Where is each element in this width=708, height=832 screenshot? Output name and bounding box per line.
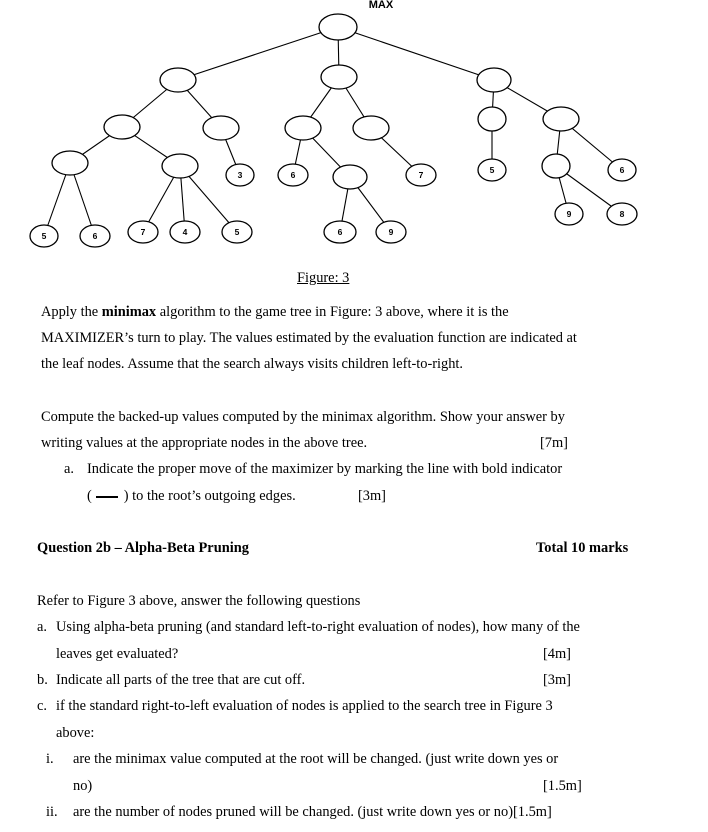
compute-a-line-1: Indicate the proper move of the maximizer by marking the line with bold indicator [87, 461, 563, 477]
tree-node [478, 107, 506, 131]
q2b-item-a-label: a. [37, 619, 47, 635]
leaf-value: 3 [237, 170, 243, 180]
compute-line-1: Compute the backed-up values computed by the minimax algorithm. Show your answer by [41, 409, 565, 425]
game-tree-figure [0, 0, 708, 260]
leaf-value: 7 [418, 170, 424, 180]
q2b-item-b-label: b. [37, 672, 48, 688]
leaf-value: 5 [489, 165, 495, 175]
leaf-value: 5 [41, 231, 47, 241]
q2b-subitem-i-label: i. [46, 751, 54, 767]
tree-node [543, 107, 579, 131]
q2b-subitem-i-line-1: are the minimax value computed at the root will be changed. (just write down yes or [73, 751, 559, 767]
leaf-value: 4 [182, 227, 188, 237]
compute-a-marks: [3m] [358, 488, 386, 504]
leaf-value: 9 [566, 209, 572, 219]
compute-a-label: a. [64, 461, 74, 477]
bold-indicator-line [96, 496, 118, 498]
tree-edge [178, 27, 338, 80]
tree-edge [338, 27, 494, 80]
compute-a-line-2: ( ) to the root’s outgoing edges. [87, 488, 296, 504]
tree-node [160, 68, 196, 92]
q2b-subitem-ii-label: ii. [46, 804, 58, 820]
intro-line-3: the leaf nodes. Assume that the search always visits children left-to-right. [41, 356, 464, 372]
q2b-item-c-label: c. [37, 698, 47, 714]
q2b-item-b-marks: [3m] [543, 672, 571, 688]
q2b-item-a-line-1: Using alpha-beta pruning (and standard left-to-right evaluation of nodes), how many of the [56, 619, 580, 635]
q2b-item-a-marks: [4m] [543, 646, 571, 662]
q2b-item-a-line-2: leaves get evaluated? [56, 646, 179, 662]
tree-node [353, 116, 389, 140]
leaf-value: 8 [619, 209, 625, 219]
q2b-subitem-i-line-2: no) [73, 778, 93, 794]
root-node [319, 14, 357, 40]
leaf-value: 6 [619, 165, 625, 175]
intro-line-2: MAXIMIZER’s turn to play. The values estimated by the evaluation function are indicated at [41, 330, 577, 346]
q2b-item-c-line-2: above: [56, 725, 95, 741]
leaf-value: 7 [140, 227, 146, 237]
tree-node [333, 165, 367, 189]
root-max-label: MAX [368, 0, 394, 11]
leaf-value: 6 [337, 227, 343, 237]
tree-node [203, 116, 239, 140]
intro-line-1: Apply the minimax algorithm to the game tree in Figure: 3 above, where it is the [41, 304, 509, 320]
tree-node [104, 115, 140, 139]
compute-marks: [7m] [540, 435, 568, 451]
question-2b-title: Question 2b – Alpha-Beta Pruning [37, 540, 249, 556]
tree-node [162, 154, 198, 178]
tree-node [285, 116, 321, 140]
tree-node [542, 154, 570, 178]
q2b-intro: Refer to Figure 3 above, answer the following questions [37, 593, 361, 609]
tree-node [477, 68, 511, 92]
q2b-subitem-ii-line-1: are the number of nodes pruned will be changed. (just write down yes or no)[1.5m] [73, 804, 552, 820]
leaf-value: 9 [388, 227, 394, 237]
tree-node [321, 65, 357, 89]
q2b-item-c-line-1: if the standard right-to-left evaluation of nodes is applied to the search tree in Figure 3 [56, 698, 553, 714]
q2b-item-b-line-1: Indicate all parts of the tree that are cut off. [56, 672, 306, 688]
leaf-value: 6 [290, 170, 296, 180]
leaf-value: 5 [234, 227, 240, 237]
q2b-subitem-i-marks: [1.5m] [543, 778, 582, 794]
leaf-value: 6 [92, 231, 98, 241]
compute-line-2: writing values at the appropriate nodes in the above tree. [41, 435, 368, 451]
question-2b-total: Total 10 marks [536, 540, 629, 556]
tree-node [52, 151, 88, 175]
figure-caption: Figure: 3 [297, 270, 350, 286]
